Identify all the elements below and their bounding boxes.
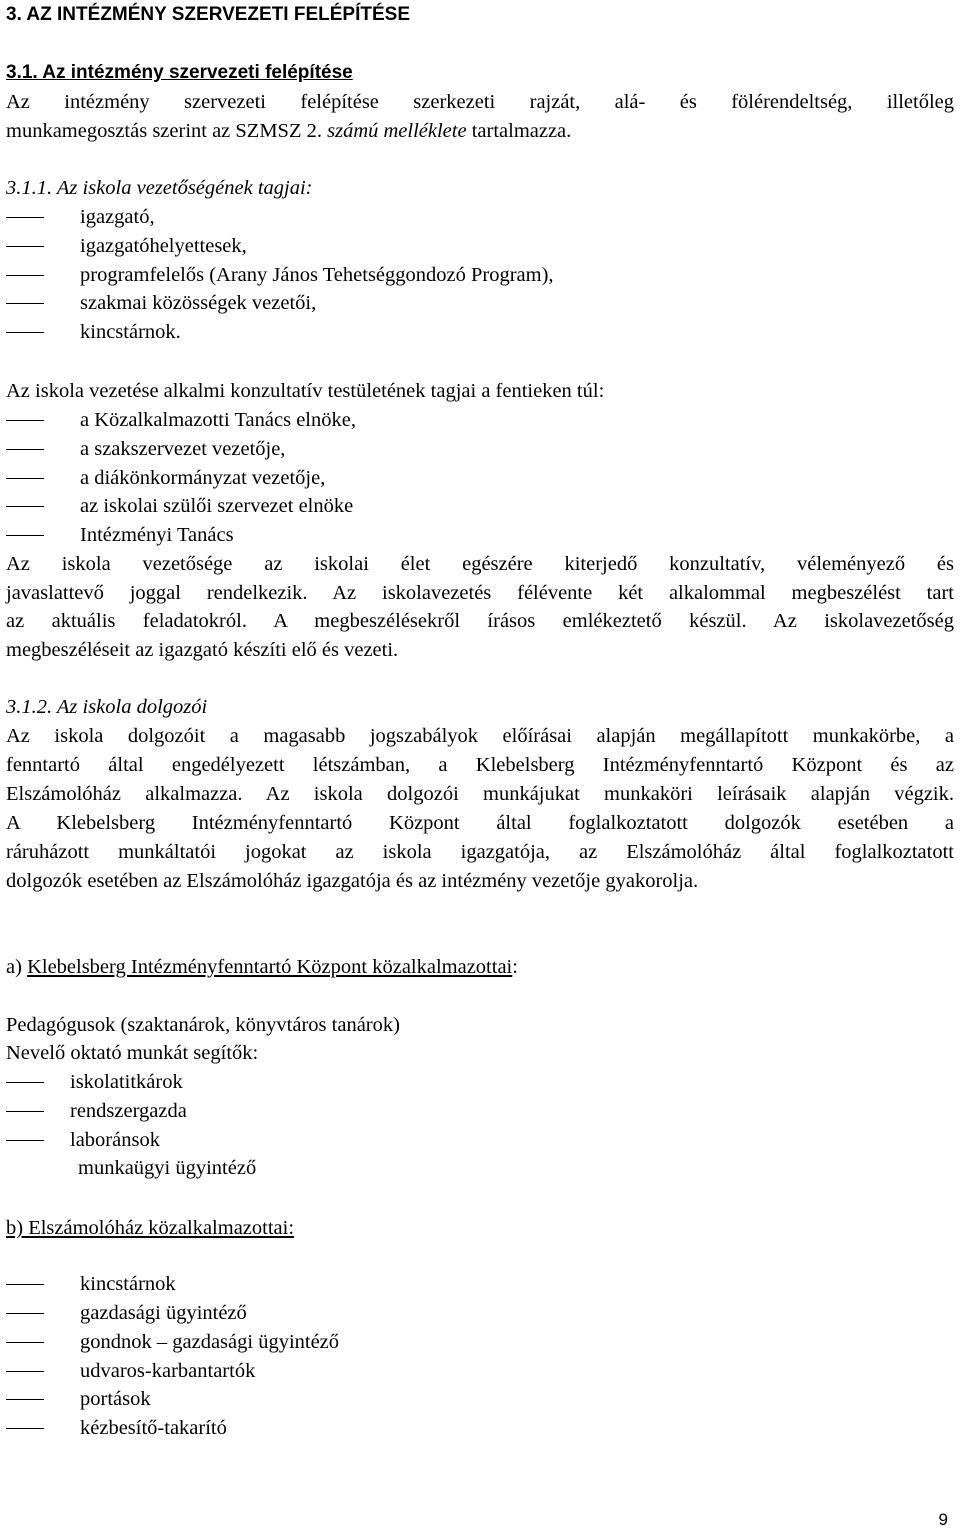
dash-bullet xyxy=(6,217,44,218)
dash-bullet xyxy=(6,535,44,536)
subsection-heading: 3.1. Az intézmény szervezeti felépítése xyxy=(6,62,353,83)
s312-para-line: A Klebelsberg Intézményfenntartó Központ által foglalkoztatott dolgozók esetében a xyxy=(6,812,954,834)
s311-title: 3.1.1. Az iskola vezetőségének tagjai: xyxy=(6,177,313,199)
document-page: 3. AZ INTÉZMÉNY SZERVEZETI FELÉPÍTÉSE 3.1. Az intézmény szervezeti felépítése Az intézmény szervezeti felépítése szerkezeti rajzát, alá- és fölérendeltség, illetőleg munkamegosztás szerint az SZMSZ 2. számú melléklete tartalmazza. 3.1.1. Az iskola vezetőségének tagjai: igazgató, igazgatóhelyettesek, programfelelős (Arany János Tehetséggondozó Program), szakmai közösségek vezetői, kincstárnok. Az iskola vezetése alkalmi konzultatív testületének tagjai a fentieken túl: a Közalkalmazotti Tanács elnöke, a szakszervezet vezetője, a diákönkormányzat vezetője, az iskolai szülői szervezet elnöke Intézményi Tanács Az iskola vezetősége az iskolai élet egészére kiterjedő konzultatív, véleményező és javaslattevő joggal rendelkezik. Az iskolavezetés félévente két alkalommal megbeszélést tart az aktuális feladatokról. A megbeszélésekről írásos emlékeztető készül. Az iskolavezetőség megbeszéléseit az igazgató készíti elő és vezeti. 3.1.2. Az iskola dolgozói Az iskola dolgozóit a magasabb jogszabályok előírásai alapján megállapított munkakörbe, a fenntartó által engedélyezett létszámban, a Klebelsberg Intézményfenntartó Központ és az Elszámolóház alkalmazza. Az iskola dolgozói munkájukat munkaköri leírásaik alapján végzik. A Klebelsberg Intézményfenntartó Központ által foglalkoztatott dolgozók esetében a ráruházott munkáltatói jogokat az iskola igazgatója, az Elszámolóház által foglalkoztatott dolgozók esetében az Elszámolóház igazgatója és az intézmény vezetője gyakorolja. a) Klebelsberg Intézményfenntartó Központ közalkalmazottai: Pedagógusok (szaktanárok, könyvtáros tanárok) Nevelő oktató munkát segítők: iskolatitkárok rendszergazda laboránsok munkaügyi ügyintéző b) Elszámolóház közalkalmazottai: kincstárnok gazdasági ügyintéző gondnok – gazdasági ügyintéző udvaros-karbantartók portások kézbesítő-takarító 9 xyxy=(6,4,954,1529)
dash-bullet xyxy=(6,420,44,421)
consult-para-line: az aktuális feladatokról. A megbeszélésekről írásos emlékeztető készül. Az iskolavezetőség xyxy=(6,610,954,632)
page-number: 9 xyxy=(938,1510,948,1529)
dash-bullet xyxy=(6,506,44,507)
intro-line-1: Az intézmény szervezeti felépítése szerkezeti rajzát, alá- és fölérendeltség, illetőleg xyxy=(6,91,954,113)
dash-bullet xyxy=(6,275,44,276)
intro-text-c: tartalmazza. xyxy=(466,120,572,142)
consult-para-line: Az iskola vezetősége az iskolai élet egészére kiterjedő konzultatív, véleményező és xyxy=(6,553,954,575)
dash-bullet xyxy=(6,303,44,304)
section-a-line-1: Pedagógusok (szaktanárok, könyvtáros tanárok) xyxy=(6,1014,400,1036)
intro-text-a: munkamegosztás szerint az SZMSZ 2. xyxy=(6,120,328,142)
dash-bullet xyxy=(6,449,44,450)
section-a-title: a) Klebelsberg Intézményfenntartó Központ közalkalmazottai: xyxy=(6,956,518,978)
consult-para-line: javaslattevő joggal rendelkezik. Az iskolavezetés félévente két alkalommal megbeszélést tart xyxy=(6,582,954,604)
s312-para-line: fenntartó által engedélyezett létszámban, a Klebelsberg Intézményfenntartó Központ és az xyxy=(6,754,954,776)
dash-bullet xyxy=(6,1342,44,1343)
dash-bullet xyxy=(6,1111,44,1112)
dash-bullet xyxy=(6,1428,44,1429)
dash-bullet xyxy=(6,246,44,247)
dash-bullet xyxy=(6,1399,44,1400)
dash-bullet xyxy=(6,478,44,479)
dash-bullet xyxy=(6,1371,44,1372)
s312-para-line: Elszámolóház alkalmazza. Az iskola dolgozói munkájukat munkaköri leírásaik alapján végzik. xyxy=(6,783,954,805)
dash-bullet xyxy=(6,1140,44,1141)
dash-bullet xyxy=(6,1082,44,1083)
section-heading: 3. AZ INTÉZMÉNY SZERVEZETI FELÉPÍTÉSE xyxy=(6,4,410,25)
intro-text-italic: számú melléklete xyxy=(327,120,467,142)
s312-para-line: dolgozók esetében az Elszámolóház igazgatója és az intézmény vezetője gyakorolja. xyxy=(6,870,699,892)
s312-title: 3.1.2. Az iskola dolgozói xyxy=(6,696,208,718)
consult-title: Az iskola vezetése alkalmi konzultatív testületének tagjai a fentieken túl: xyxy=(6,380,605,402)
dash-bullet xyxy=(6,332,44,333)
s312-para-line: ráruházott munkáltatói jogokat az iskola igazgatója, az Elszámolóház által foglalkoztatott xyxy=(6,841,954,863)
dash-bullet xyxy=(6,1313,44,1314)
consult-para-line: megbeszéléseit az igazgató készíti elő és vezeti. xyxy=(6,639,399,661)
section-a-extra: munkaügyi ügyintéző xyxy=(78,1157,257,1179)
dash-bullet xyxy=(6,1284,44,1285)
section-a-line-2: Nevelő oktató munkát segítők: xyxy=(6,1042,259,1064)
intro-line-2 xyxy=(6,118,954,144)
s312-para-line: Az iskola dolgozóit a magasabb jogszabályok előírásai alapján megállapított munkakörbe, a xyxy=(6,725,954,747)
section-b-title: b) Elszámolóház közalkalmazottai: xyxy=(6,1217,295,1239)
